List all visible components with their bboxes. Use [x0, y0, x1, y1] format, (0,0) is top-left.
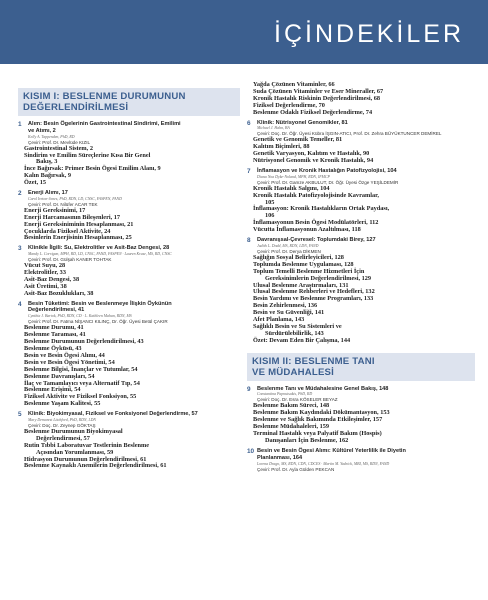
chapter-title: Klinikle İlgili: Su, Elektrolitler ve Asit-Baz Dengesi, 28 — [28, 245, 170, 252]
chapter-authors: Kelly A. Tappenden, PhD, RD — [28, 134, 75, 139]
part-title-line: KISIM I: BESLENME DURUMUNUN — [23, 91, 186, 102]
toc-entry[interactable]: Besin Yardımı ve Beslenme Programları, 133 — [253, 295, 374, 303]
toc-entry[interactable]: Toplum Temelli Beslenme Hizmetleri İçin — [253, 267, 365, 275]
toc-entry[interactable]: Asit-Baz Bozuklukları, 38 — [24, 289, 94, 297]
toc-entry[interactable]: Beslenme Durumunun Biyokimyasal — [24, 427, 123, 435]
toc-entry[interactable]: Beslenme Öyküsü, 43 — [24, 345, 82, 352]
toc-entry[interactable]: Beslenme Kaynaklı Anemilerin Değerlendirilmesi, 61 — [24, 462, 167, 470]
chapter-9[interactable] — [247, 386, 475, 404]
toc-column-right — [247, 82, 475, 473]
toc-entry[interactable]: 106 — [265, 212, 275, 220]
chapter-authors: Mary Demarest Litchford, PhD, RDN, LDN — [28, 417, 97, 422]
toc-entry[interactable]: Hidrasyon Durumunun Değerlendirilmesi, 61 — [24, 455, 147, 463]
chapter-number: 9 — [247, 385, 251, 393]
chapter-number: 8 — [247, 237, 251, 245]
chapter-title: Besin ve Besin Ögesi Alımı: Kültürel Yeterlilik ile Diyetin — [257, 447, 406, 454]
toc-entry[interactable]: Asit-Baz Dengesi, 38 — [24, 275, 80, 283]
toc-entry[interactable]: İnce Bağırsak: Primer Besin Ögesi Emilim Alanı, 9 — [24, 165, 161, 173]
toc-entry[interactable]: İlaç ve Tamamlayıcı veya Alternatif Tıp, 54 — [24, 379, 140, 387]
toc-entry[interactable]: Kalın Bağırsak, 9 — [24, 172, 72, 180]
toc-entry[interactable]: Enerji Gereksinimi, 17 — [24, 206, 86, 214]
toc-entry[interactable]: Özet: Devam Eden Bir Çalışma, 144 — [253, 336, 351, 344]
toc-entry[interactable]: Beslenme Bilgisi, İnançlar ve Tutumlar, 54 — [24, 365, 138, 373]
toc-entry[interactable]: Genetik Varyasyon, Kalıtım ve Hastalık, 90 — [253, 150, 370, 158]
chapter-title: Klinik: Biyokimyasal, Fiziksel ve Fonksiyonel Değerlendirme, 57 — [28, 411, 198, 418]
toc-entry[interactable]: Suda Çözünen Vitaminler ve Eser Mineraller, 67 — [253, 87, 384, 95]
toc-entry[interactable]: Beslenme Yaşam Kalitesi, 55 — [24, 400, 101, 408]
chapter-authors: Judith L. Dodd, MS, RDN, LDN, FAND — [257, 243, 319, 248]
chapter-7[interactable] — [247, 168, 475, 186]
chapter-title: Besin Tüketimi: Besin ve Beslenmeye İlişkin Öykünün — [28, 300, 172, 307]
chapter-title: Klinik: Nütrisyonel Genomikler, 81 — [257, 119, 348, 126]
toc-entry[interactable]: Kalıtım Biçimleri, 88 — [253, 143, 310, 151]
toc-column-left — [18, 86, 240, 470]
part-heading-2 — [247, 353, 475, 381]
toc-entry[interactable]: Kronik Hastalık Salgını, 104 — [253, 184, 330, 192]
part-heading-1 — [18, 88, 240, 116]
toc-entry[interactable]: Besin ve Besin Ögesi Alımı, 44 — [24, 351, 105, 359]
chapter-number: 1 — [18, 121, 22, 128]
chapter-translator: Çeviri: Doç. Dr. Zeynep GÖKTAŞ — [28, 422, 96, 428]
toc-entry[interactable]: Kronik Hastalık Patofizyolojisinde Kavramlar, — [253, 191, 379, 199]
toc-entry[interactable]: Beslenme Durumu, 41 — [24, 324, 84, 332]
chapter-6[interactable] — [247, 120, 475, 138]
toc-entry[interactable]: Beslenme Müdahaleleri, 159 — [253, 423, 330, 431]
toc-entry[interactable]: Sindirim ve Emilim Süreçlerine Kısa Bir Genel — [24, 151, 151, 159]
toc-entry[interactable]: Beslenme Durumunun Değerlendirilmesi, 43 — [24, 338, 144, 346]
chapter-authors: Mandy L. Corrigan, MPH, RD, LD, CNSC, FAND, FASPEN · Lauren Kruse, MS, RD, CNSC — [28, 252, 172, 257]
chapter-title: ve Atımı, 2 — [28, 127, 56, 134]
toc-entry[interactable]: Yağda Çözünen Vitaminler, 66 — [253, 81, 335, 88]
toc-entry[interactable]: Beslenme Bakım Kaydındaki Dökümantasyon, 153 — [253, 409, 390, 417]
toc-entry[interactable]: İnflamasyon: Kronik Hastalıkların Ortak Paydası, — [253, 205, 390, 213]
chapter-translator: Çeviri: Doç. Dr. Esra KÖSELER BEYAZ — [257, 397, 338, 403]
toc-entry[interactable]: Ulusal Beslenme Araştırmaları, 131 — [253, 281, 349, 289]
chapter-title: Davranışsal-Çevresel: Toplumdaki Birey, 127 — [257, 237, 376, 244]
toc-entry[interactable]: Sürdürülebilirlik, 143 — [265, 329, 324, 337]
chapter-2[interactable] — [18, 190, 240, 208]
toc-entry[interactable]: Beslenme ve Sağlık Bakımında Etkileşimler, 157 — [253, 416, 383, 424]
toc-entry[interactable]: Toplumda Beslenme Uygulaması, 128 — [253, 260, 354, 268]
toc-entry[interactable]: Gastrointestinal Sistem, 2 — [24, 144, 93, 152]
chapter-number: 7 — [247, 167, 251, 175]
chapter-title: Alım: Besin Ögelerinin Gastrointestinal Sindirimi, Emilimi — [28, 121, 181, 127]
chapter-translator: Çeviri: Prof. Dr. Mevlüde KIZIL — [28, 139, 91, 145]
toc-entry[interactable]: Besin Zehirlenmesi, 136 — [253, 302, 318, 310]
chapter-authors: Constantina Papoutsakis, PhD, RD — [257, 392, 313, 397]
toc-entry[interactable]: Danışanları İçin Beslenme, 162 — [265, 437, 349, 444]
chapter-4[interactable] — [18, 301, 240, 326]
toc-entry[interactable]: Elektrolitler, 33 — [24, 269, 66, 277]
toc-entry[interactable]: Afet Planlama, 143 — [253, 316, 305, 324]
chapter-translator: Çeviri: Prof. Dr. Nilüfer ACAR TEK — [28, 201, 98, 207]
toc-entry[interactable]: Besin ve Su Güvenliği, 141 — [253, 309, 325, 317]
chapter-authors: Cynthia J. Bartok, PhD, RDN, CD · L. Kathleen Mahan, RDN, MS — [28, 314, 132, 319]
chapter-5[interactable] — [18, 411, 240, 429]
toc-entry[interactable]: Özet, 15 — [24, 179, 47, 187]
part-title-line: KISIM II: BESLENME TANI — [252, 355, 375, 367]
toc-entry[interactable]: Beslenme Erişimi, 54 — [24, 386, 81, 394]
toc-entry[interactable]: Değerlendirmesi, 57 — [36, 434, 90, 442]
toc-entry[interactable]: Enerji Gereksiniminin Hesaplanması, 21 — [24, 220, 134, 228]
chapter-title: Değerlendirilmesi, 41 — [28, 307, 85, 314]
toc-entry[interactable]: Vücutta İnflamasyonun Azaltılması, 118 — [253, 226, 361, 234]
chapter-number: 6 — [247, 119, 251, 127]
toc-entry[interactable]: Bakış, 3 — [36, 158, 58, 166]
toc-entry[interactable]: Açısından Yorumlanması, 59 — [36, 448, 114, 456]
toc-entry[interactable]: Beslenme Taraması, 41 — [24, 331, 86, 339]
page-title: İÇİNDEKİLER — [274, 20, 464, 48]
toc-entry[interactable]: Beslenme Odaklı Fiziksel Değerlendirme, 74 — [253, 108, 373, 116]
chapter-number: 5 — [18, 411, 22, 419]
chapter-authors: Diana Noa Dyke-Noland, MPH, RDN, IFMCP — [257, 174, 330, 179]
chapter-number: 2 — [18, 190, 22, 198]
chapter-title: Enerji Alımı, 17 — [28, 190, 68, 197]
chapter-1[interactable] — [18, 121, 240, 146]
part-title-line: DEĞERLENDİRİLMESİ — [23, 102, 129, 113]
chapter-3[interactable] — [18, 245, 240, 263]
page-header — [0, 0, 488, 64]
toc-entry[interactable]: Fiziksel Değerlendirme, 70 — [253, 101, 325, 109]
toc-entry[interactable]: Gereksinimlerin Değerlendirilmesi, 129 — [265, 274, 372, 282]
chapter-number: 3 — [18, 245, 22, 253]
toc-entry[interactable]: Terminal Hastalık veya Palyatif Bakım (Hospis) — [253, 430, 382, 438]
chapter-translator: Çeviri: Prof. Dr. Gülşah KANER TOHTAK — [28, 257, 112, 263]
toc-entry[interactable]: Beslenme Bakım Süreci, 148 — [253, 402, 330, 410]
toc-entry[interactable]: Sağlığın Sosyal Belirleyicileri, 128 — [253, 253, 344, 261]
toc-entry[interactable]: Sağlıklı Besin ve Su Sistemleri ve — [253, 322, 342, 330]
chapter-translator: Çeviri: Doç. Dr. Öğr. Üyesi Kübra İŞGIN-ATICI, Prof. Dr. Zehra BÜYÜKTUNCER DEMİREL — [257, 131, 442, 137]
chapter-8[interactable] — [247, 237, 475, 255]
chapter-number: 4 — [18, 300, 22, 308]
part-title-line: VE MÜDAHALESİ — [252, 366, 335, 378]
chapter-translator: Çeviri: Prof. Dr. Gamze AKBULUT, Dr. Öğr. Üyesi Özge YEŞİLDEMİR — [257, 179, 399, 185]
toc-entry[interactable]: Rutin Tıbbi Laboratuvar Testlerinin Beslenme — [24, 441, 150, 449]
toc-entry[interactable]: Kronik Hastalık Riskinin Değerlendirilmesi, 68 — [253, 94, 381, 102]
toc-entry[interactable]: Besinlerin Enerjisinin Hesaplanması, 25 — [24, 234, 132, 242]
chapter-authors: Carol Ireton-Jones, PhD, RDN, LD, CNSC, FASPEN, FAND — [28, 196, 122, 201]
chapter-translator: Çeviri: Prof. Dr. Fatma NİŞANCI KILINÇ, Dr. Öğr. Üyesi Betül ÇAKIR — [28, 319, 168, 325]
toc-entry[interactable]: İnflamasyonun Besin Ögesi Modülatörleri, 112 — [253, 219, 379, 227]
chapter-authors: Lorena Drago, MS, RDN, CDN, CDCES · Martin M. Yadrick, MBI, MS, RDN, FAND — [257, 461, 390, 466]
toc-entry[interactable]: Asit Üretimi, 38 — [24, 282, 67, 290]
toc-entry[interactable]: Fiziksel Aktivite ve Fiziksel Fonksiyon, 55 — [24, 393, 137, 401]
toc-entry[interactable]: Besin ve Besin Ögesi Yönetimi, 54 — [24, 358, 115, 366]
toc-entry[interactable]: Genetik ve Genomik Temeller, 81 — [253, 136, 343, 144]
toc-entry[interactable]: Nütrisyonel Genomik ve Kronik Hastalık, 94 — [253, 157, 374, 165]
chapter-title: Beslenme Tanı ve Müdahalesine Genel Bakış, 148 — [257, 385, 389, 392]
toc-entry[interactable]: Ulusal Beslenme Rehberleri ve Hedefleri, 132 — [253, 288, 375, 296]
chapter-translator: Çeviri: Prof. Dr. Derya DİKMEN — [257, 248, 321, 254]
chapter-title: İnflamasyon ve Kronik Hastalığın Patofizyolojisi, 104 — [257, 167, 397, 174]
chapter-authors: Michael J. Hahn, BA — [257, 126, 290, 131]
toc-entry[interactable]: Çocuklarda Fiziksel Aktivite, 24 — [24, 227, 111, 235]
chapter-translator: Çeviri: Prof. Dr. Ayla Gülden PEKCAN — [257, 466, 335, 472]
chapter-10[interactable] — [247, 448, 475, 473]
chapter-number: 10 — [247, 447, 255, 455]
chapter-title: Planlanması, 164 — [257, 454, 303, 461]
toc-entry[interactable]: Vücut Suyu, 28 — [24, 262, 66, 270]
toc-entry[interactable]: Enerji Harcamasının Bileşenleri, 17 — [24, 213, 121, 221]
toc-entry[interactable]: Beslenme Davranışları, 54 — [24, 372, 95, 380]
toc-entry[interactable]: 105 — [265, 198, 275, 206]
